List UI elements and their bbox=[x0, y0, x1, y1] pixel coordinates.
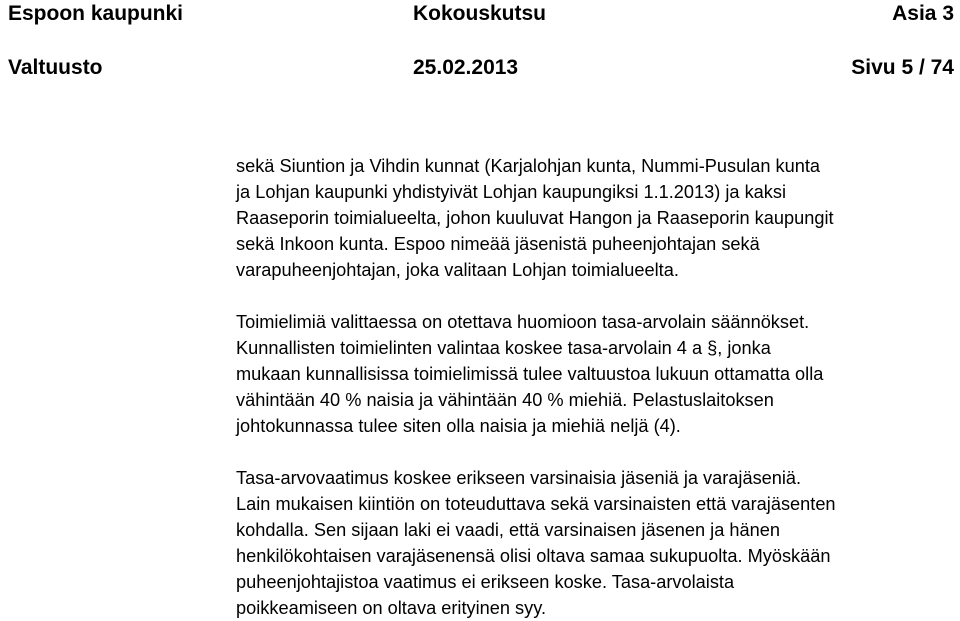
text-line: poikkeamiseen on oltava erityinen syy. bbox=[236, 598, 547, 618]
paragraph-1 bbox=[236, 153, 960, 283]
document-type: Kokouskutsu bbox=[413, 2, 547, 25]
header-row-bottom bbox=[0, 54, 960, 82]
text-line: johtokunnassa tulee siten olla naisia ja miehiä neljä (4). bbox=[236, 416, 681, 436]
organization-name: Espoon kaupunki bbox=[8, 2, 184, 25]
text-line: mukaan kunnallisissa toimielimissä tulee valtuustoa lukuun ottamatta olla bbox=[236, 364, 824, 384]
text-line: sekä Inkoon kunta. Espoo nimeää jäsenistä puheenjohtajan sekä bbox=[236, 234, 760, 254]
text-line: henkilökohtaisen varajäsenensä olisi oltava samaa sukupuolta. Myöskään bbox=[236, 546, 831, 566]
document-body bbox=[236, 153, 960, 621]
paragraph-3 bbox=[236, 465, 960, 621]
meeting-date: 25.02.2013 bbox=[413, 56, 519, 79]
text-line: varapuheenjohtajan, joka valitaan Lohjan toimialueelta. bbox=[236, 260, 679, 280]
text-line: Lain mukaisen kiintiön on toteuduttava sekä varsinaisten että varajäsenten bbox=[236, 494, 836, 514]
text-line: vähintään 40 % naisia ja vähintään 40 % miehiä. Pelastuslaitoksen bbox=[236, 390, 774, 410]
text-line: ja Lohjan kaupunki yhdistyivät Lohjan kaupungiksi 1.1.2013) ja kaksi bbox=[236, 182, 787, 202]
text-line: Tasa-arvovaatimus koskee erikseen varsinaisia jäseniä ja varajäseniä. bbox=[236, 468, 802, 488]
paragraph-gap bbox=[236, 283, 960, 309]
paragraph-2 bbox=[236, 309, 960, 439]
paragraph-gap bbox=[236, 439, 960, 465]
text-line: Toimielimiä valittaessa on otettava huomioon tasa-arvolain säännökset. bbox=[236, 312, 810, 332]
text-line: Kunnallisten toimielinten valintaa koskee tasa-arvolain 4 a §, jonka bbox=[236, 338, 771, 358]
meeting-body: Valtuusto bbox=[8, 56, 103, 79]
text-line: puheenjohtajistoa vaatimus ei erikseen koske. Tasa-arvolaista bbox=[236, 572, 735, 592]
page-number: Sivu 5 / 74 bbox=[851, 56, 954, 79]
header-row-top bbox=[0, 0, 960, 28]
text-line: sekä Siuntion ja Vihdin kunnat (Karjalohjan kunta, Nummi-Pusulan kunta bbox=[236, 156, 821, 176]
agenda-item: Asia 3 bbox=[892, 2, 954, 25]
text-line: kohdalla. Sen sijaan laki ei vaadi, että varsinaisen jäsenen ja hänen bbox=[236, 520, 780, 540]
text-line: Raaseporin toimialueelta, johon kuuluvat Hangon ja Raaseporin kaupungit bbox=[236, 208, 834, 228]
